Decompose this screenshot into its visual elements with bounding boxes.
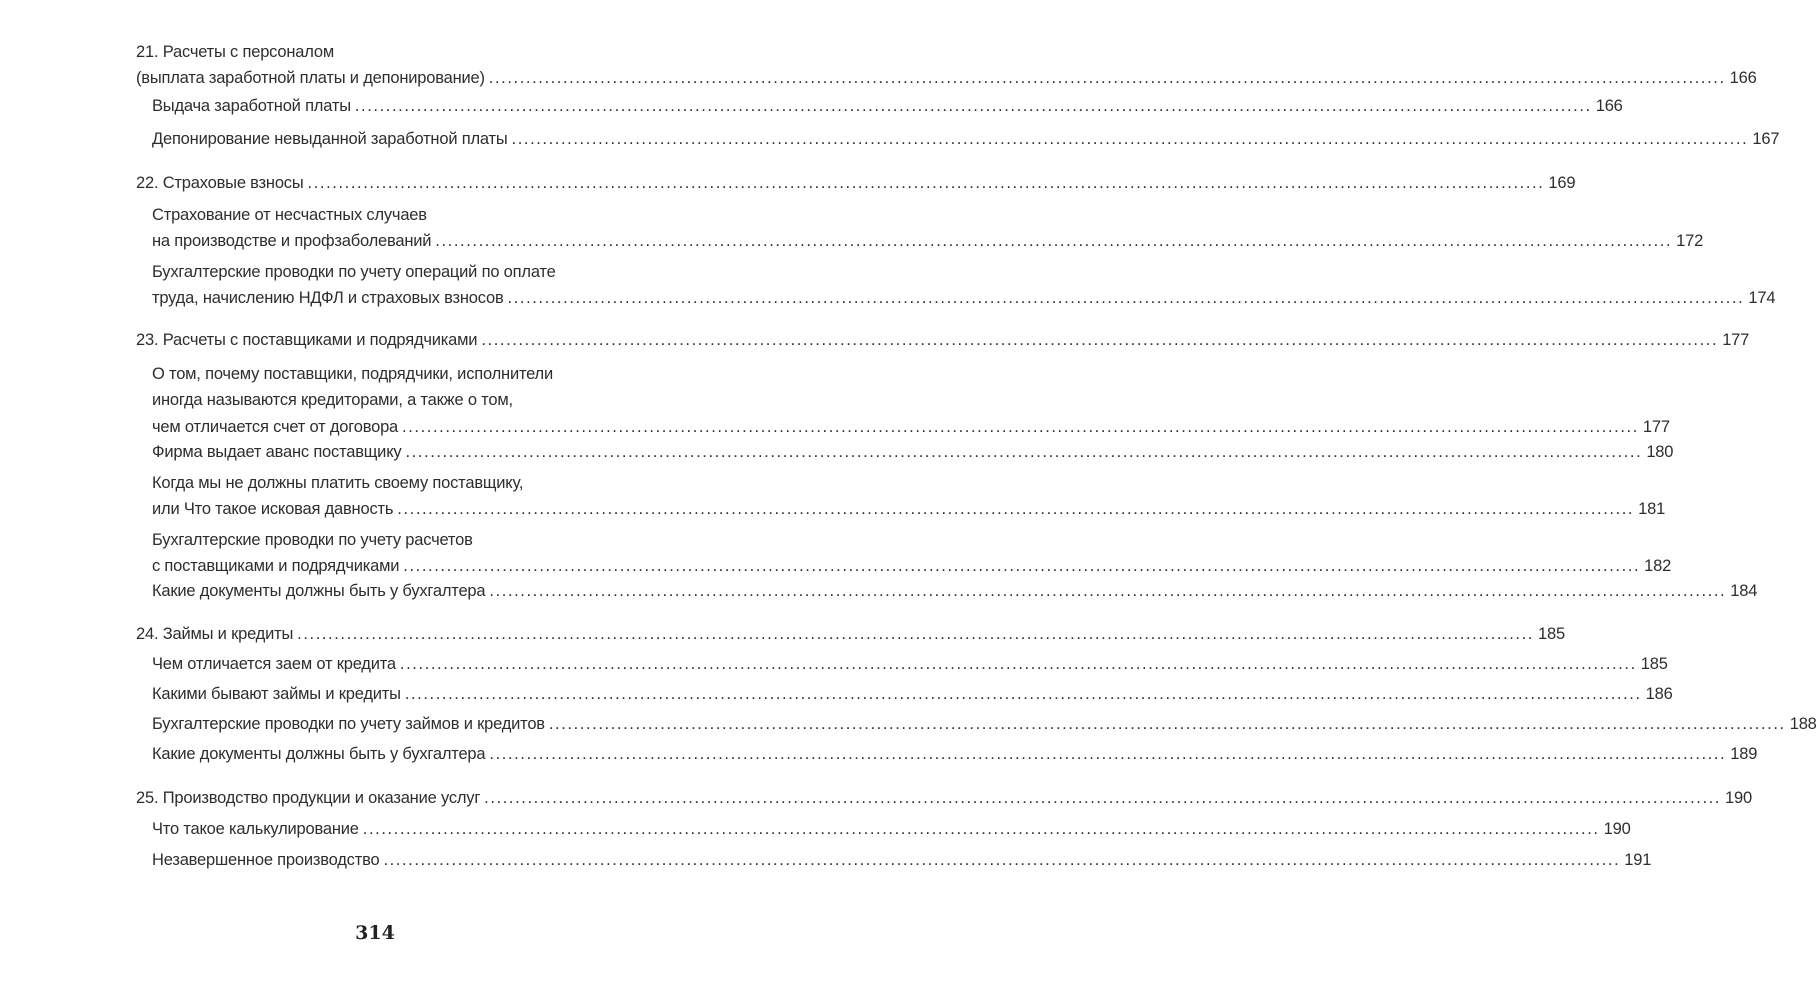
toc-section-line — [152, 580, 1758, 602]
toc-page-number: 174 — [1748, 289, 1776, 307]
dot-leader: ........................................................................................................................................................................................................ — [297, 625, 1534, 643]
toc-section-line — [152, 849, 1652, 871]
toc-page-number: 188 — [1789, 715, 1817, 733]
toc-section-line — [152, 363, 640, 385]
toc-section-line — [152, 818, 1631, 840]
toc-page-number: 181 — [1638, 500, 1666, 518]
toc-page-number: 167 — [1752, 130, 1780, 148]
toc-entry-title: Бухгалтерские проводки по учету расчетов — [152, 531, 473, 549]
toc-page-number: 185 — [1640, 655, 1668, 673]
toc-section-line — [152, 230, 1704, 252]
toc-chapter-line — [136, 329, 1750, 351]
toc-entry-title: 24. Займы и кредиты — [136, 625, 294, 643]
toc-page-number: 191 — [1624, 851, 1652, 869]
dot-leader: ........................................................................................................................................................................................................ — [435, 232, 1673, 250]
toc-page-number: 185 — [1538, 625, 1565, 643]
toc-section-line — [152, 653, 1668, 675]
toc-section-line — [152, 441, 1674, 463]
dot-leader: ........................................................................................................................................................................................................ — [511, 130, 1749, 148]
dot-leader: ........................................................................................................................................................................................................ — [362, 820, 1600, 838]
toc-section-line — [152, 204, 640, 226]
toc-section-line — [152, 743, 1758, 765]
toc-section-line — [152, 95, 1623, 117]
toc-entry-title: с поставщиками и подрядчиками — [152, 557, 400, 575]
dot-leader: ........................................................................................................................................................................................................ — [354, 97, 1592, 115]
toc-entry-title: Выдача заработной платы — [152, 97, 351, 115]
toc-entry-title: иногда называются кредиторами, а также о том, — [152, 391, 513, 409]
dot-leader: ........................................................................................................................................................................................................ — [405, 443, 1643, 461]
toc-entry-title: О том, почему поставщики, подрядчики, исполнители — [152, 365, 554, 383]
toc-chapter-line — [136, 67, 1757, 89]
toc-entry-title: 23. Расчеты с поставщиками и подрядчиками — [136, 331, 478, 349]
dot-leader: ........................................................................................................................................................................................................ — [403, 557, 1641, 575]
toc-entry-title: Страхование от несчастных случаев — [152, 206, 427, 224]
toc-entry-title: Чем отличается заем от кредита — [152, 655, 396, 673]
toc-entry-title: Депонирование невыданной заработной платы — [152, 130, 508, 148]
toc-section-line — [152, 713, 1817, 735]
toc-entry-title: Какие документы должны быть у бухгалтера — [152, 745, 486, 763]
toc-entry-title: труда, начислению НДФЛ и страховых взносов — [152, 289, 504, 307]
toc-section-line — [152, 683, 1673, 705]
page-number: 314 — [355, 922, 395, 944]
dot-leader: ........................................................................................................................................................................................................ — [397, 500, 1635, 518]
toc-section-line — [152, 498, 1666, 520]
dot-leader: ........................................................................................................................................................................................................ — [489, 582, 1727, 600]
dot-leader: ........................................................................................................................................................................................................ — [402, 418, 1639, 436]
toc-entry-title: Когда мы не должны платить своему поставщику, — [152, 474, 524, 492]
dot-leader: ........................................................................................................................................................................................................ — [484, 789, 1722, 807]
toc-entry-title: или Что такое исковая давность — [152, 500, 394, 518]
toc-section-line — [152, 416, 1670, 438]
toc-chapter-line — [136, 172, 1576, 194]
toc-page-number: 172 — [1676, 232, 1704, 250]
toc-page-number: 180 — [1646, 443, 1674, 461]
toc-chapter-line — [136, 787, 1752, 809]
toc-page-number: 189 — [1730, 745, 1758, 763]
toc-page-number: 169 — [1548, 174, 1576, 192]
toc-page-number: 190 — [1725, 789, 1752, 807]
toc-chapter-line — [136, 623, 1565, 645]
toc-page-number: 177 — [1722, 331, 1750, 349]
toc-section-line — [152, 389, 640, 411]
toc-page-number: 177 — [1642, 418, 1670, 436]
toc-section-line — [152, 261, 640, 283]
toc-entry-title: 22. Страховые взносы — [136, 174, 304, 192]
toc-page-number: 166 — [1729, 69, 1757, 87]
dot-leader: ........................................................................................................................................................................................................ — [489, 745, 1727, 763]
toc-page-number: 184 — [1730, 582, 1758, 600]
dot-leader: ........................................................................................................................................................................................................ — [507, 289, 1745, 307]
dot-leader: ........................................................................................................................................................................................................ — [548, 715, 1786, 733]
toc-entry-title: (выплата заработной платы и депонирование) — [136, 69, 485, 87]
toc-entry-title: 21. Расчеты с персоналом — [136, 43, 335, 61]
toc-section-line — [152, 128, 1780, 150]
toc-page-number: 186 — [1645, 685, 1673, 703]
toc-entry-title: Бухгалтерские проводки по учету займов и кредитов — [152, 715, 545, 733]
toc-entry-title: Бухгалтерские проводки по учету операций по оплате — [152, 263, 556, 281]
toc-chapter-line — [136, 41, 640, 63]
toc-page-number: 190 — [1603, 820, 1631, 838]
toc-entry-title: Какие документы должны быть у бухгалтера — [152, 582, 486, 600]
toc-entry-title: чем отличается счет от договора — [152, 418, 399, 436]
toc-section-line — [152, 555, 1672, 577]
toc-entry-title: Что такое калькулирование — [152, 820, 359, 838]
toc-entry-title: Незавершенное производство — [152, 851, 380, 869]
toc-entry-title: на производстве и профзаболеваний — [152, 232, 432, 250]
dot-leader: ........................................................................................................................................................................................................ — [481, 331, 1719, 349]
toc-entry-title: 25. Производство продукции и оказание услуг — [136, 789, 481, 807]
toc-page-number: 182 — [1644, 557, 1672, 575]
toc-entry-title: Фирма выдает аванс поставщику — [152, 443, 402, 461]
dot-leader: ........................................................................................................................................................................................................ — [307, 174, 1545, 192]
toc-section-line — [152, 472, 640, 494]
toc-section-line — [152, 287, 1776, 309]
dot-leader: ........................................................................................................................................................................................................ — [488, 69, 1726, 87]
dot-leader: ........................................................................................................................................................................................................ — [399, 655, 1637, 673]
toc-page-number: 166 — [1595, 97, 1623, 115]
toc-entry-title: Какими бывают займы и кредиты — [152, 685, 401, 703]
dot-leader: ........................................................................................................................................................................................................ — [404, 685, 1642, 703]
toc-section-line — [152, 529, 640, 551]
dot-leader: ........................................................................................................................................................................................................ — [383, 851, 1621, 869]
